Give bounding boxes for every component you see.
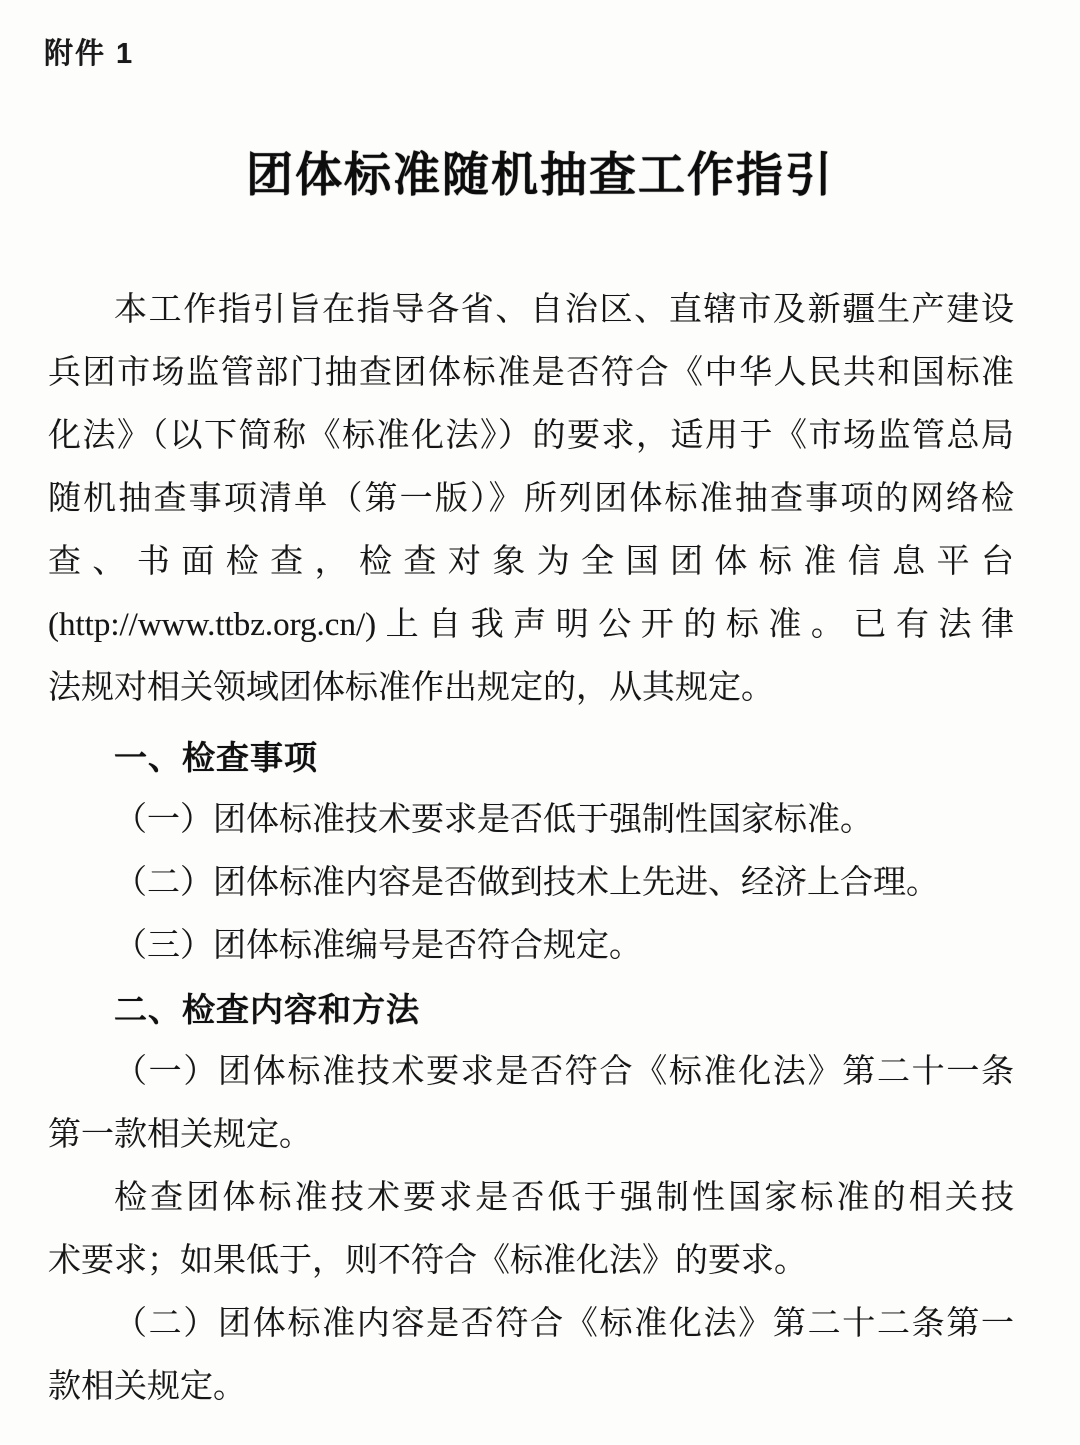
intro-line-2: 兵团市场监管部门抽查团体标准是否符合《中华人民共和国标准 [48,355,1014,391]
intro-line-4: 随机抽查事项清单（第一版）》所列团体标准抽查事项的网络检 [48,481,1014,517]
document-body [48,279,1014,1419]
section2-line-1: （一）团体标准技术要求是否符合《标准化法》第二十一条 [114,1054,1014,1090]
section2-heading: 二、检查内容和方法 [114,991,420,1028]
section2-line-3: 检查团体标准技术要求是否低于强制性国家标准的相关技 [114,1180,1014,1216]
document-title: 团体标准随机抽查工作指引 [246,150,834,202]
section2-line-4: 术要求；如果低于，则不符合《标准化法》的要求。 [48,1243,807,1279]
section1-item-2: （二）团体标准内容是否做到技术上先进、经济上合理。 [114,865,939,901]
intro-line-3: 化法》（以下简称《标准化法》）的要求，适用于《市场监管总局 [48,418,1014,454]
intro-line-7: 法规对相关领域团体标准作出规定的，从其规定。 [48,670,774,706]
intro-line-1: 本工作指引旨在指导各省、自治区、直辖市及新疆生产建设 [114,292,1014,328]
section2-line-5: （二）团体标准内容是否符合《标准化法》第二十二条第一 [114,1306,1014,1342]
intro-line-5: 查、书面检查，检查对象为全国团体标准信息平台 [48,544,1014,580]
attachment-label: 附件 1 [44,38,135,70]
section2-line-6: 款相关规定。 [48,1369,246,1405]
section1-item-1: （一）团体标准技术要求是否低于强制性国家标准。 [114,802,873,838]
section2-line-2: 第一款相关规定。 [48,1117,312,1153]
section1-heading: 一、检查事项 [114,739,318,776]
intro-line-6: (http://www.ttbz.org.cn/)上自我声明公开的标准。已有法律 [48,607,1014,643]
section1-item-3: （三）团体标准编号是否符合规定。 [114,928,642,964]
